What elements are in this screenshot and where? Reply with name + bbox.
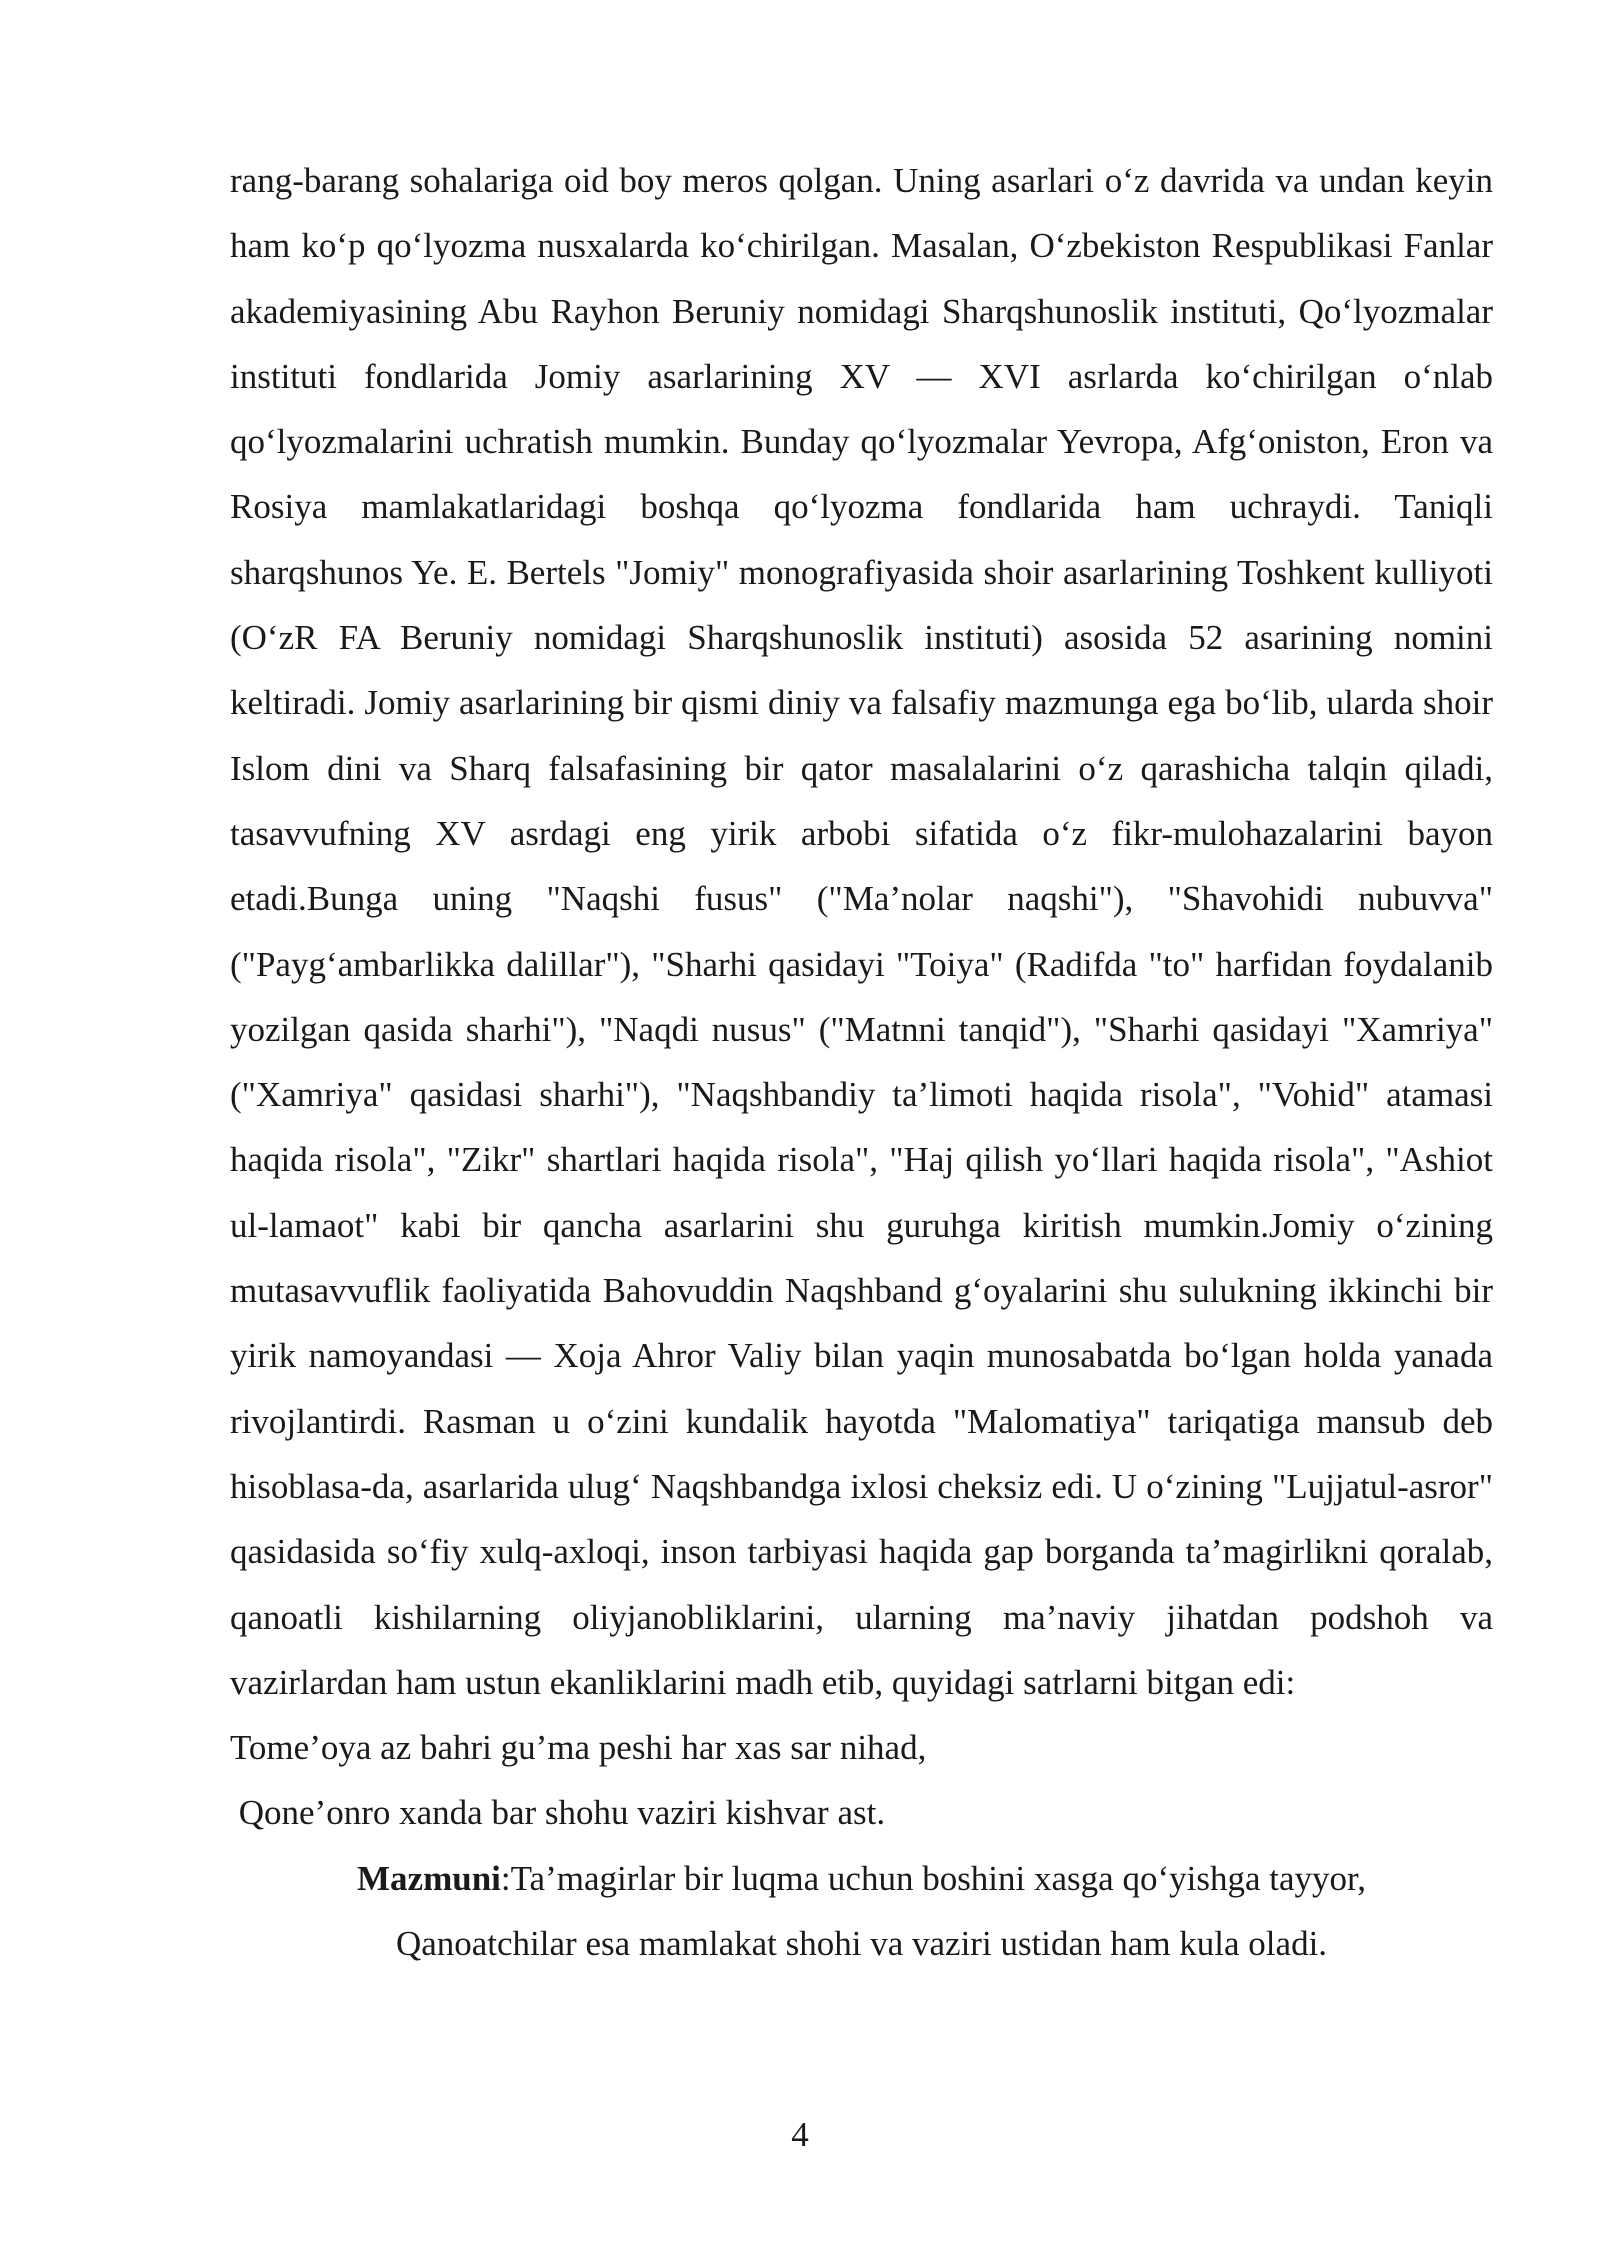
body-paragraph: rang-barang sohalariga oid boy meros qolgan. Uning asarlari o‘z davrida va undan keyin ham ko‘p qo‘lyozma nusxalarda ko‘chirilgan. Masalan, O‘zbekiston Respublikasi Fanlar akademiyasining Abu Rayhon Beruniy nomidagi Sharqshunoslik instituti, Qo‘lyozmalar instituti fondlarida Jomiy asarlarining XV — XVI asrlarda ko‘chirilgan o‘nlab qo‘lyozmalarini uchratish mumkin. Bunday qo‘lyozmalar Yevropa, Afg‘oniston, Eron va Rosiya mamlakatlaridagi boshqa qo‘lyozma fondlarida ham uchraydi. Taniqli sharqshunos Ye. E. Bertels "Jomiy" monografiyasida shoir asarlarining Toshkent kulliyoti (O‘zR FA Beruniy nomidagi Sharqshunoslik instituti) asosida 52 asarining nomini keltiradi. Jomiy asarlarining bir qismi diniy va falsafiy mazmunga ega bo‘lib, ularda shoir Islom dini va Sharq falsafasining bir qator masalalarini o‘z qarashicha talqin qiladi, tasavvufning XV asrdagi eng yirik arbobi sifatida o‘z fikr-mulohazalarini bayon etadi.Bunga uning "Naqshi fusus" ("Ma’nolar naqshi"), "Shavohidi nubuvva" ("Payg‘ambarlikka dalillar"), "Sharhi qasidayi "Toiya" (Radifda "to" harfidan foydalanib yozilgan qasida sharhi"), "Naqdi nusus" ("Matnni tanqid"), "Sharhi qasidayi "Xamriya" ("Xamriya" qasidasi sharhi"), "Naqshbandiy ta’limoti haqida risola", "Vohid" atamasi haqida risola", "Zikr" shartlari haqida risola", "Haj qilish yo‘llari haqida risola", "Ashiot ul-lamaot" kabi bir qancha asarlarini shu guruhga kiritish mumkin.Jomiy o‘zining mutasavvuflik faoliyatida Bahovuddin Naqshband g‘oyalarini shu sulukning ikkinchi bir yirik namoyandasi — Xoja Ahror Valiy bilan yaqin munosabatda bo‘lgan holda yanada rivojlantirdi. Rasman u o‘zini kundalik hayotda "Malomatiya" tariqatiga mansub deb hisoblasa-da, asarlarida ulug‘ Naqshbandga ixlosi cheksiz edi. U o‘zining "Lujjatul-asror" qasidasida so‘fiy xulq-axloqi, inson tarbiyasi haqida gap borganda ta’magirlikni qoralab, qanoatli kishilarning oliyjanobliklarini, ularning ma’naviy jihatdan podshoh va vazirlardan ham ustun ekanliklarini madh etib, quyidagi satrlarni bitgan edi: bbox=[230, 161, 1493, 1702]
meaning-label: Mazmuni bbox=[357, 1858, 501, 1898]
document-page bbox=[230, 148, 1493, 1976]
meaning-line-1 bbox=[230, 1846, 1493, 1911]
verse-line-2: Qone’onro xanda bar shohu vaziri kishvar ast. bbox=[230, 1793, 886, 1833]
page-number: 4 bbox=[791, 2115, 809, 2154]
meaning-text-1: :Ta’magirlar bir luqma uchun boshini xasga qo‘yishga tayyor, bbox=[500, 1858, 1366, 1898]
verse-line-1: Tome’oya az bahri gu’ma peshi har xas sar nihad, bbox=[230, 1728, 927, 1768]
meaning-line-2: Qanoatchilar esa mamlakat shohi va vaziri ustidan ham kula oladi. bbox=[395, 1924, 1328, 1964]
